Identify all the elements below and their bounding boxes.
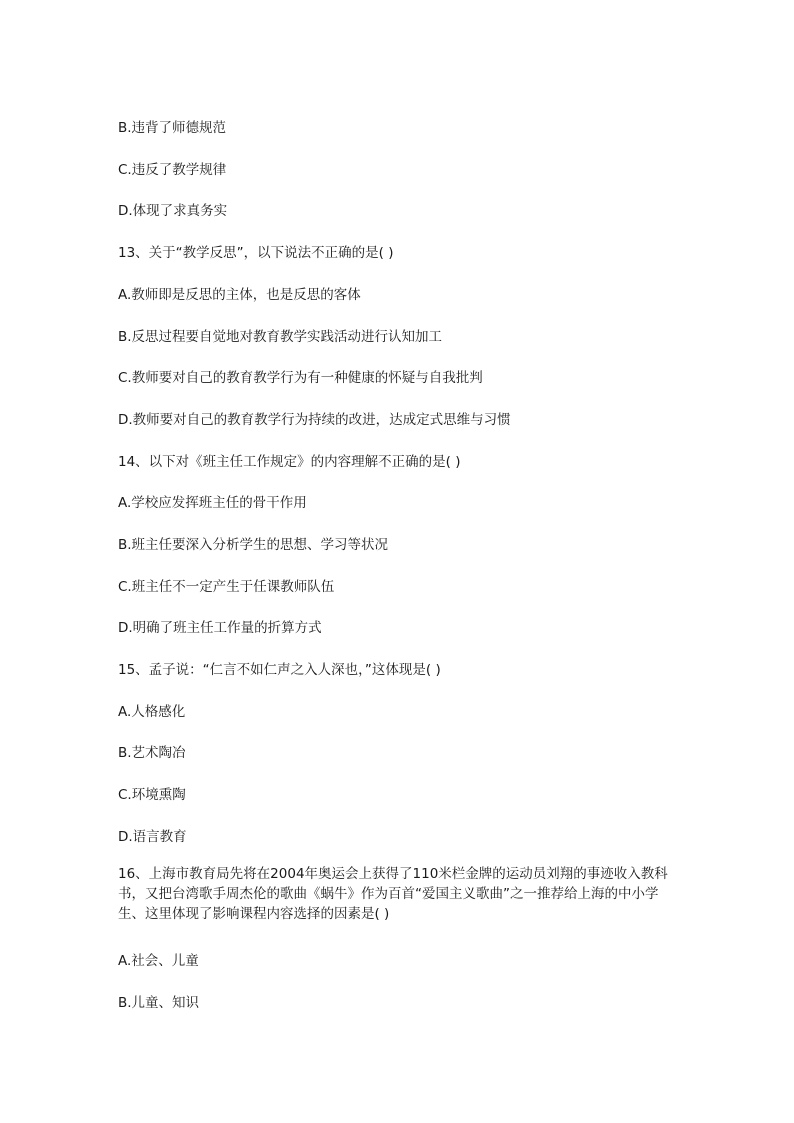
- question-16: 16、上海市教育局先将在2004年奥运会上获得了110米栏金牌的运动员刘翔的事迹收入教科书，又把台湾歌手周杰伦的歌曲《蜗牛》作为百首“爱国主义歌曲”之一推荐给上海的中小学生、这里体现了影响课程内容选择的因素是( ): [118, 866, 668, 922]
- option-12d: D.体现了求真务实: [118, 203, 228, 219]
- option-13d: D.教师要对自己的教育教学行为持续的改进，达成定式思维与习惯: [118, 412, 511, 428]
- option-14a: A.学校应发挥班主任的骨干作用: [118, 495, 307, 511]
- question-14: 14、以下对《班主任工作规定》的内容理解不正确的是( ): [118, 454, 461, 470]
- option-16a: A.社会、儿童: [118, 953, 199, 969]
- option-14b: B.班主任要深入分析学生的思想、学习等状况: [118, 537, 389, 553]
- option-13c: C.教师要对自己的教育教学行为有一种健康的怀疑与自我批判: [118, 370, 483, 386]
- option-15a: A.人格感化: [118, 704, 186, 720]
- option-15d: D.语言教育: [118, 829, 187, 845]
- question-13: 13、关于“教学反思”，以下说法不正确的是( ): [118, 245, 394, 261]
- option-15b: B.艺术陶冶: [118, 745, 186, 761]
- option-14d: D.明确了班主任工作量的折算方式: [118, 620, 322, 636]
- option-12c: C.违反了教学规律: [118, 162, 227, 178]
- option-13b: B.反思过程要自觉地对教育教学实践活动进行认知加工: [118, 329, 443, 345]
- option-15c: C.环境熏陶: [118, 787, 186, 803]
- option-14c: C.班主任不一定产生于任课教师队伍: [118, 579, 335, 595]
- question-15: 15、孟子说：“仁言不如仁声之入人深也，”这体现是( ): [118, 662, 441, 678]
- option-13a: A.教师即是反思的主体，也是反思的客体: [118, 287, 361, 303]
- option-16b: B.儿童、知识: [118, 995, 200, 1011]
- option-12b: B.违背了师德规范: [118, 120, 227, 136]
